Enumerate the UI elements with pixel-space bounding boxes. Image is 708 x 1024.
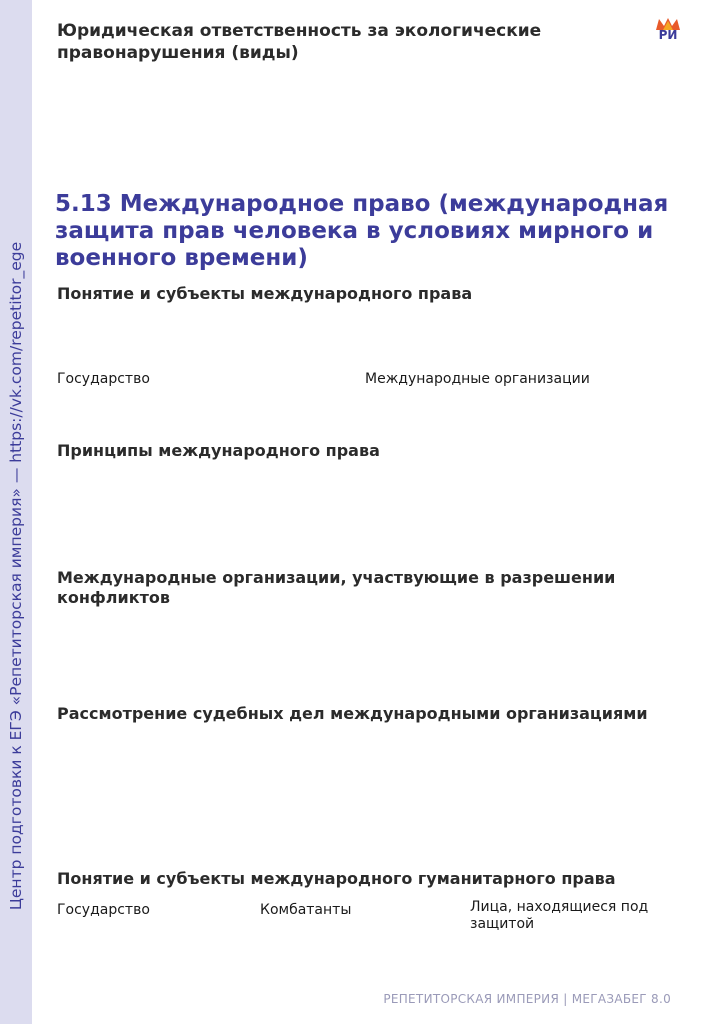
sidebar — [0, 0, 32, 1024]
courts-heading: Рассмотрение судебных дел международными организациями — [57, 704, 648, 723]
concept-item-state: Государство — [57, 371, 150, 387]
humanitarian-item-combatants: Комбатанты — [260, 902, 352, 918]
header-title: Юридическая ответственность за экологические правонарушения (виды) — [57, 21, 542, 63]
footer-separator: | — [563, 992, 568, 1006]
organizations-heading: Международные организации, участвующие в разрешении конфликтов — [57, 568, 616, 607]
footer — [383, 992, 671, 1006]
principles-heading: Принципы международного права — [57, 441, 380, 460]
footer-event: МЕГАЗАБЕГ 8.0 — [571, 992, 671, 1006]
humanitarian-item-protected: Лица, находящиеся под защитой — [470, 899, 649, 932]
humanitarian-item-state: Государство — [57, 902, 150, 918]
footer-brand: РЕПЕТИТОРСКАЯ ИМПЕРИЯ — [383, 992, 560, 1006]
logo — [654, 16, 682, 46]
sidebar-caption: Центр подготовки к ЕГЭ «Репетиторская империя» — https://vk.com/repetitor_ege — [7, 241, 25, 911]
section-title: 5.13 Международное право (международная защита прав человека в условиях мирного и военного времени) — [55, 191, 669, 271]
concept-heading: Понятие и субъекты международного права — [57, 284, 473, 303]
logo-text: РИ — [658, 28, 678, 42]
concept-item-organizations: Международные организации — [365, 371, 590, 387]
humanitarian-heading: Понятие и субъекты международного гуманитарного права — [57, 869, 616, 888]
